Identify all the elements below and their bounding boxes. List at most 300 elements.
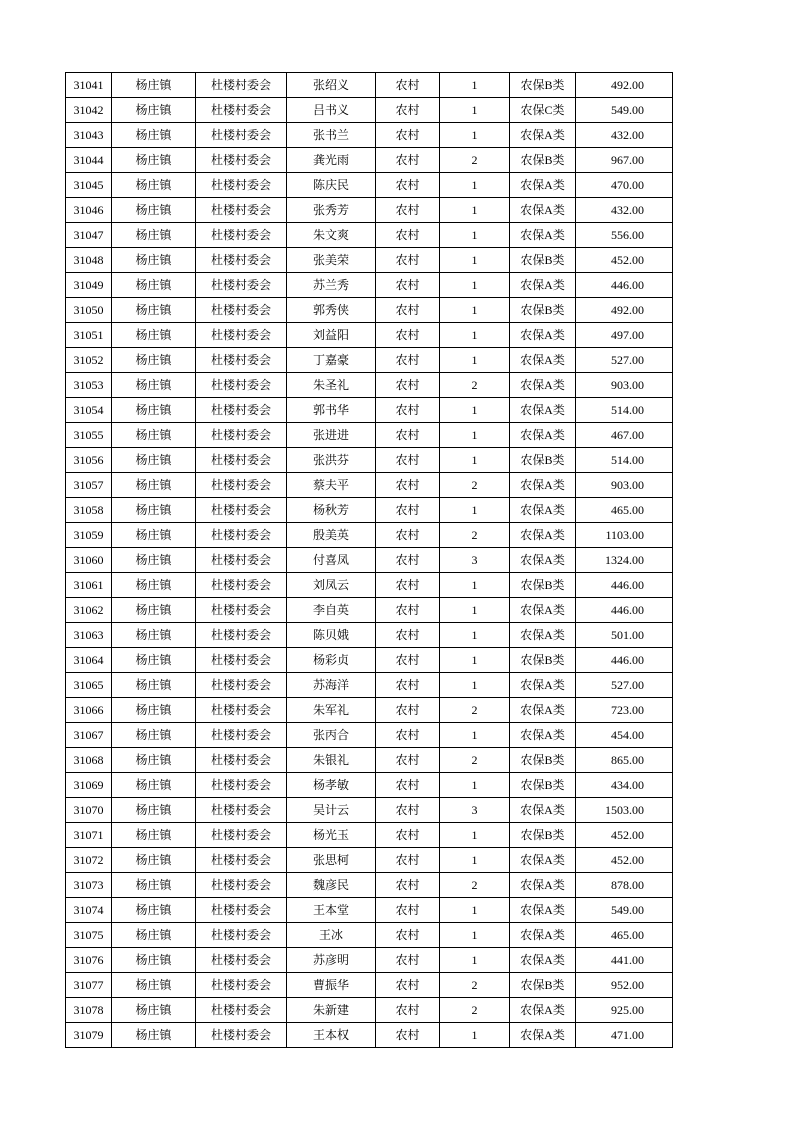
cell-residence: 农村 [376, 973, 440, 998]
cell-count: 1 [440, 98, 510, 123]
table-row [66, 98, 673, 123]
table-row [66, 523, 673, 548]
cell-amount: 549.00 [576, 98, 673, 123]
cell-id: 31061 [66, 573, 112, 598]
cell-residence: 农村 [376, 923, 440, 948]
cell-category: 农保A类 [510, 898, 576, 923]
cell-village: 杜楼村委会 [196, 798, 287, 823]
cell-category: 农保A类 [510, 623, 576, 648]
cell-town: 杨庄镇 [112, 273, 196, 298]
cell-village: 杜楼村委会 [196, 873, 287, 898]
cell-count: 1 [440, 598, 510, 623]
cell-count: 1 [440, 648, 510, 673]
cell-count: 2 [440, 748, 510, 773]
cell-amount: 467.00 [576, 423, 673, 448]
cell-residence: 农村 [376, 498, 440, 523]
cell-residence: 农村 [376, 648, 440, 673]
cell-town: 杨庄镇 [112, 623, 196, 648]
cell-residence: 农村 [376, 323, 440, 348]
table-row [66, 223, 673, 248]
table-row [66, 723, 673, 748]
cell-category: 农保B类 [510, 248, 576, 273]
cell-id: 31077 [66, 973, 112, 998]
benefits-table [65, 72, 673, 1048]
cell-name: 丁嘉豪 [287, 348, 376, 373]
cell-residence: 农村 [376, 748, 440, 773]
cell-category: 农保B类 [510, 773, 576, 798]
cell-category: 农保A类 [510, 198, 576, 223]
cell-count: 1 [440, 73, 510, 98]
cell-name: 吴计云 [287, 798, 376, 823]
cell-category: 农保A类 [510, 698, 576, 723]
table-row [66, 248, 673, 273]
cell-town: 杨庄镇 [112, 448, 196, 473]
cell-residence: 农村 [376, 198, 440, 223]
cell-id: 31068 [66, 748, 112, 773]
cell-residence: 农村 [376, 898, 440, 923]
cell-amount: 501.00 [576, 623, 673, 648]
cell-name: 吕书义 [287, 98, 376, 123]
cell-village: 杜楼村委会 [196, 523, 287, 548]
cell-residence: 农村 [376, 623, 440, 648]
cell-amount: 903.00 [576, 373, 673, 398]
cell-name: 苏彦明 [287, 948, 376, 973]
table-row [66, 898, 673, 923]
cell-name: 张书兰 [287, 123, 376, 148]
table-row [66, 398, 673, 423]
cell-village: 杜楼村委会 [196, 98, 287, 123]
cell-town: 杨庄镇 [112, 723, 196, 748]
table-row [66, 623, 673, 648]
cell-town: 杨庄镇 [112, 248, 196, 273]
cell-id: 31042 [66, 98, 112, 123]
cell-count: 1 [440, 273, 510, 298]
cell-residence: 农村 [376, 873, 440, 898]
cell-amount: 432.00 [576, 123, 673, 148]
cell-town: 杨庄镇 [112, 698, 196, 723]
cell-amount: 1503.00 [576, 798, 673, 823]
cell-residence: 农村 [376, 523, 440, 548]
cell-village: 杜楼村委会 [196, 773, 287, 798]
cell-amount: 452.00 [576, 823, 673, 848]
cell-id: 31076 [66, 948, 112, 973]
cell-residence: 农村 [376, 598, 440, 623]
table-row [66, 873, 673, 898]
cell-category: 农保A类 [510, 473, 576, 498]
cell-town: 杨庄镇 [112, 148, 196, 173]
cell-id: 31071 [66, 823, 112, 848]
cell-town: 杨庄镇 [112, 173, 196, 198]
table-row [66, 923, 673, 948]
table-row [66, 573, 673, 598]
cell-count: 1 [440, 723, 510, 748]
cell-id: 31051 [66, 323, 112, 348]
cell-residence: 农村 [376, 1023, 440, 1048]
cell-category: 农保B类 [510, 823, 576, 848]
cell-name: 殷美英 [287, 523, 376, 548]
cell-id: 31078 [66, 998, 112, 1023]
cell-name: 刘益阳 [287, 323, 376, 348]
cell-residence: 农村 [376, 998, 440, 1023]
cell-name: 张绍义 [287, 73, 376, 98]
cell-name: 朱圣礼 [287, 373, 376, 398]
cell-name: 魏彦民 [287, 873, 376, 898]
table-row [66, 948, 673, 973]
cell-residence: 农村 [376, 798, 440, 823]
cell-name: 郭秀侠 [287, 298, 376, 323]
cell-residence: 农村 [376, 673, 440, 698]
cell-name: 王冰 [287, 923, 376, 948]
cell-name: 曹振华 [287, 973, 376, 998]
table-row [66, 598, 673, 623]
cell-town: 杨庄镇 [112, 798, 196, 823]
cell-town: 杨庄镇 [112, 923, 196, 948]
cell-amount: 446.00 [576, 573, 673, 598]
cell-category: 农保A类 [510, 323, 576, 348]
cell-id: 31047 [66, 223, 112, 248]
cell-count: 1 [440, 848, 510, 873]
cell-category: 农保A类 [510, 223, 576, 248]
cell-residence: 农村 [376, 298, 440, 323]
cell-residence: 农村 [376, 98, 440, 123]
cell-amount: 465.00 [576, 923, 673, 948]
cell-category: 农保B类 [510, 448, 576, 473]
cell-name: 杨光玉 [287, 823, 376, 848]
cell-name: 蔡夫平 [287, 473, 376, 498]
cell-id: 31064 [66, 648, 112, 673]
cell-town: 杨庄镇 [112, 73, 196, 98]
cell-amount: 514.00 [576, 398, 673, 423]
cell-residence: 农村 [376, 548, 440, 573]
cell-category: 农保B类 [510, 648, 576, 673]
cell-category: 农保A类 [510, 798, 576, 823]
cell-id: 31049 [66, 273, 112, 298]
cell-id: 31060 [66, 548, 112, 573]
cell-name: 张美荣 [287, 248, 376, 273]
cell-village: 杜楼村委会 [196, 473, 287, 498]
cell-village: 杜楼村委会 [196, 248, 287, 273]
cell-id: 31069 [66, 773, 112, 798]
cell-id: 31079 [66, 1023, 112, 1048]
table-row [66, 348, 673, 373]
cell-residence: 农村 [376, 398, 440, 423]
cell-category: 农保A类 [510, 173, 576, 198]
cell-amount: 454.00 [576, 723, 673, 748]
cell-residence: 农村 [376, 723, 440, 748]
cell-count: 2 [440, 873, 510, 898]
cell-village: 杜楼村委会 [196, 1023, 287, 1048]
cell-village: 杜楼村委会 [196, 173, 287, 198]
cell-count: 2 [440, 698, 510, 723]
cell-count: 2 [440, 148, 510, 173]
cell-name: 杨孝敏 [287, 773, 376, 798]
cell-id: 31073 [66, 873, 112, 898]
cell-town: 杨庄镇 [112, 473, 196, 498]
cell-amount: 527.00 [576, 673, 673, 698]
cell-category: 农保A类 [510, 598, 576, 623]
cell-count: 2 [440, 998, 510, 1023]
cell-town: 杨庄镇 [112, 1023, 196, 1048]
cell-name: 张丙合 [287, 723, 376, 748]
cell-name: 杨彩贞 [287, 648, 376, 673]
table-row [66, 823, 673, 848]
cell-town: 杨庄镇 [112, 573, 196, 598]
table-row [66, 298, 673, 323]
cell-count: 1 [440, 498, 510, 523]
cell-amount: 497.00 [576, 323, 673, 348]
cell-name: 杨秋芳 [287, 498, 376, 523]
cell-residence: 农村 [376, 123, 440, 148]
cell-id: 31045 [66, 173, 112, 198]
cell-amount: 878.00 [576, 873, 673, 898]
cell-count: 1 [440, 623, 510, 648]
cell-category: 农保A类 [510, 1023, 576, 1048]
cell-town: 杨庄镇 [112, 673, 196, 698]
cell-id: 31058 [66, 498, 112, 523]
cell-amount: 446.00 [576, 273, 673, 298]
cell-count: 1 [440, 323, 510, 348]
cell-id: 31041 [66, 73, 112, 98]
cell-residence: 农村 [376, 223, 440, 248]
cell-category: 农保A类 [510, 373, 576, 398]
cell-name: 李自英 [287, 598, 376, 623]
cell-count: 1 [440, 123, 510, 148]
cell-village: 杜楼村委会 [196, 148, 287, 173]
cell-count: 1 [440, 948, 510, 973]
cell-town: 杨庄镇 [112, 298, 196, 323]
cell-name: 王本权 [287, 1023, 376, 1048]
cell-count: 1 [440, 173, 510, 198]
cell-count: 1 [440, 423, 510, 448]
cell-town: 杨庄镇 [112, 773, 196, 798]
cell-name: 付喜凤 [287, 548, 376, 573]
cell-amount: 471.00 [576, 1023, 673, 1048]
cell-amount: 514.00 [576, 448, 673, 473]
cell-id: 31043 [66, 123, 112, 148]
cell-category: 农保C类 [510, 98, 576, 123]
table-row [66, 73, 673, 98]
cell-id: 31059 [66, 523, 112, 548]
cell-category: 农保A类 [510, 523, 576, 548]
cell-village: 杜楼村委会 [196, 223, 287, 248]
cell-name: 苏兰秀 [287, 273, 376, 298]
table-row [66, 998, 673, 1023]
cell-town: 杨庄镇 [112, 998, 196, 1023]
cell-category: 农保A类 [510, 998, 576, 1023]
cell-residence: 农村 [376, 823, 440, 848]
cell-count: 3 [440, 548, 510, 573]
cell-amount: 549.00 [576, 898, 673, 923]
cell-count: 1 [440, 1023, 510, 1048]
cell-village: 杜楼村委会 [196, 73, 287, 98]
cell-village: 杜楼村委会 [196, 673, 287, 698]
cell-id: 31046 [66, 198, 112, 223]
cell-name: 张秀芳 [287, 198, 376, 223]
cell-town: 杨庄镇 [112, 548, 196, 573]
cell-category: 农保B类 [510, 573, 576, 598]
cell-village: 杜楼村委会 [196, 548, 287, 573]
cell-amount: 465.00 [576, 498, 673, 523]
cell-category: 农保A类 [510, 423, 576, 448]
cell-amount: 527.00 [576, 348, 673, 373]
cell-name: 朱银礼 [287, 748, 376, 773]
cell-category: 农保B类 [510, 298, 576, 323]
cell-amount: 925.00 [576, 998, 673, 1023]
cell-category: 农保A类 [510, 723, 576, 748]
cell-count: 1 [440, 398, 510, 423]
cell-residence: 农村 [376, 173, 440, 198]
cell-amount: 1324.00 [576, 548, 673, 573]
cell-id: 31055 [66, 423, 112, 448]
cell-residence: 农村 [376, 848, 440, 873]
cell-name: 刘凤云 [287, 573, 376, 598]
cell-town: 杨庄镇 [112, 323, 196, 348]
cell-village: 杜楼村委会 [196, 198, 287, 223]
cell-town: 杨庄镇 [112, 98, 196, 123]
cell-town: 杨庄镇 [112, 898, 196, 923]
cell-id: 31056 [66, 448, 112, 473]
cell-village: 杜楼村委会 [196, 648, 287, 673]
cell-count: 1 [440, 823, 510, 848]
table-row [66, 548, 673, 573]
cell-village: 杜楼村委会 [196, 723, 287, 748]
cell-id: 31066 [66, 698, 112, 723]
cell-amount: 446.00 [576, 648, 673, 673]
cell-name: 张进进 [287, 423, 376, 448]
cell-residence: 农村 [376, 248, 440, 273]
cell-id: 31050 [66, 298, 112, 323]
cell-category: 农保B类 [510, 73, 576, 98]
cell-count: 1 [440, 923, 510, 948]
table-row [66, 648, 673, 673]
cell-amount: 446.00 [576, 598, 673, 623]
cell-town: 杨庄镇 [112, 598, 196, 623]
cell-count: 1 [440, 773, 510, 798]
cell-count: 1 [440, 248, 510, 273]
cell-id: 31065 [66, 673, 112, 698]
cell-village: 杜楼村委会 [196, 748, 287, 773]
cell-id: 31052 [66, 348, 112, 373]
cell-amount: 952.00 [576, 973, 673, 998]
cell-count: 1 [440, 348, 510, 373]
table-row [66, 848, 673, 873]
cell-residence: 农村 [376, 373, 440, 398]
cell-category: 农保A类 [510, 923, 576, 948]
cell-name: 朱新建 [287, 998, 376, 1023]
table-row [66, 673, 673, 698]
cell-town: 杨庄镇 [112, 123, 196, 148]
table-row [66, 1023, 673, 1048]
cell-residence: 农村 [376, 698, 440, 723]
cell-village: 杜楼村委会 [196, 598, 287, 623]
cell-residence: 农村 [376, 773, 440, 798]
cell-village: 杜楼村委会 [196, 623, 287, 648]
table-row [66, 448, 673, 473]
cell-village: 杜楼村委会 [196, 423, 287, 448]
cell-residence: 农村 [376, 948, 440, 973]
cell-category: 农保A类 [510, 548, 576, 573]
cell-village: 杜楼村委会 [196, 923, 287, 948]
cell-count: 1 [440, 223, 510, 248]
cell-name: 陈庆民 [287, 173, 376, 198]
table-row [66, 373, 673, 398]
cell-name: 朱文爽 [287, 223, 376, 248]
cell-id: 31075 [66, 923, 112, 948]
table-row [66, 698, 673, 723]
cell-amount: 432.00 [576, 198, 673, 223]
table-row [66, 973, 673, 998]
cell-count: 1 [440, 898, 510, 923]
table-row [66, 123, 673, 148]
table-sheet [65, 72, 673, 1048]
table-row [66, 423, 673, 448]
cell-town: 杨庄镇 [112, 973, 196, 998]
cell-town: 杨庄镇 [112, 748, 196, 773]
cell-category: 农保A类 [510, 123, 576, 148]
cell-amount: 903.00 [576, 473, 673, 498]
cell-category: 农保A类 [510, 948, 576, 973]
cell-amount: 556.00 [576, 223, 673, 248]
cell-count: 1 [440, 448, 510, 473]
cell-id: 31062 [66, 598, 112, 623]
cell-town: 杨庄镇 [112, 523, 196, 548]
cell-name: 张思柯 [287, 848, 376, 873]
cell-category: 农保A类 [510, 398, 576, 423]
cell-name: 苏海洋 [287, 673, 376, 698]
cell-village: 杜楼村委会 [196, 348, 287, 373]
cell-id: 31054 [66, 398, 112, 423]
cell-id: 31072 [66, 848, 112, 873]
table-body [66, 73, 673, 1048]
table-row [66, 148, 673, 173]
table-row [66, 748, 673, 773]
cell-category: 农保A类 [510, 848, 576, 873]
cell-category: 农保B类 [510, 748, 576, 773]
cell-village: 杜楼村委会 [196, 448, 287, 473]
cell-residence: 农村 [376, 148, 440, 173]
cell-residence: 农村 [376, 273, 440, 298]
cell-town: 杨庄镇 [112, 848, 196, 873]
cell-town: 杨庄镇 [112, 223, 196, 248]
cell-category: 农保A类 [510, 273, 576, 298]
cell-count: 3 [440, 798, 510, 823]
cell-count: 2 [440, 523, 510, 548]
cell-id: 31048 [66, 248, 112, 273]
cell-village: 杜楼村委会 [196, 398, 287, 423]
cell-village: 杜楼村委会 [196, 698, 287, 723]
cell-count: 1 [440, 198, 510, 223]
cell-amount: 452.00 [576, 848, 673, 873]
table-row [66, 173, 673, 198]
cell-village: 杜楼村委会 [196, 898, 287, 923]
cell-residence: 农村 [376, 73, 440, 98]
cell-village: 杜楼村委会 [196, 373, 287, 398]
cell-amount: 865.00 [576, 748, 673, 773]
cell-amount: 723.00 [576, 698, 673, 723]
cell-id: 31070 [66, 798, 112, 823]
cell-category: 农保A类 [510, 348, 576, 373]
cell-name: 龚光雨 [287, 148, 376, 173]
table-row [66, 473, 673, 498]
cell-amount: 434.00 [576, 773, 673, 798]
cell-village: 杜楼村委会 [196, 823, 287, 848]
cell-town: 杨庄镇 [112, 498, 196, 523]
cell-village: 杜楼村委会 [196, 948, 287, 973]
cell-id: 31074 [66, 898, 112, 923]
cell-amount: 492.00 [576, 73, 673, 98]
cell-residence: 农村 [376, 448, 440, 473]
cell-amount: 1103.00 [576, 523, 673, 548]
